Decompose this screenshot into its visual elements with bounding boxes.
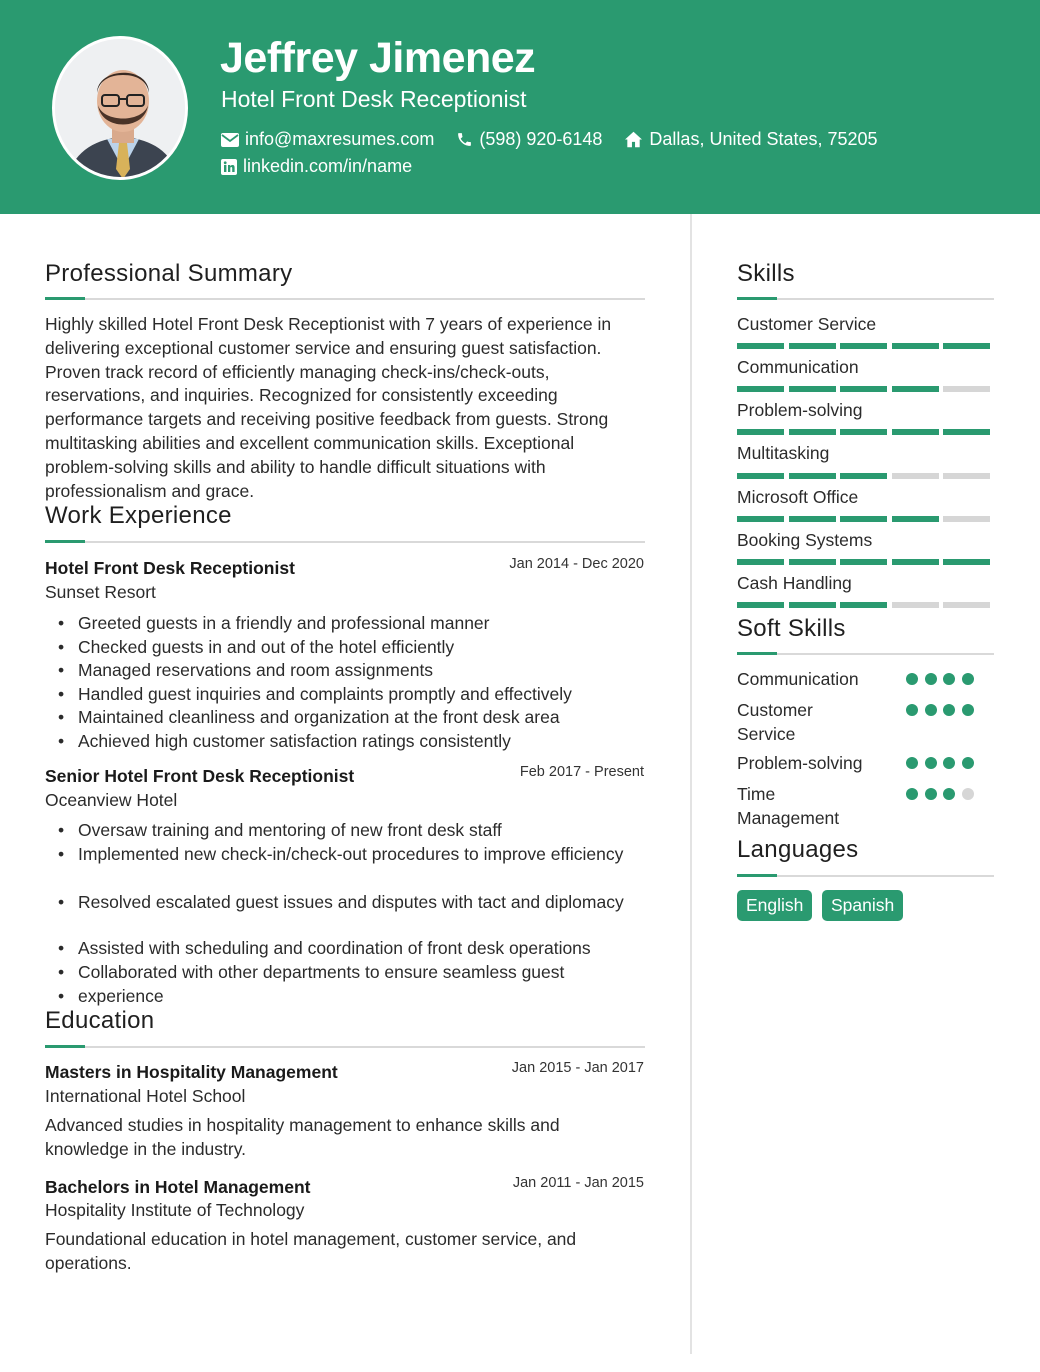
skill-name: Multitasking [737,443,830,463]
school-name: Hospitality Institute of Technology [45,1200,305,1220]
job-date: Jan 2014 - Dec 2020 [509,556,644,572]
contact-location [624,129,877,150]
skill-segment-filled [943,559,990,565]
rating-dot-filled [943,788,955,800]
rating-dot-filled [925,757,937,769]
skill-segment-filled [840,386,887,392]
skill-segment-filled [840,473,887,479]
rating-dot-filled [925,704,937,716]
skill-level-bar [737,429,993,435]
skill-segment-filled [789,343,836,349]
summary-line: multitasking abilities and excellent communication skills. Exceptional [45,432,575,453]
summary-text [45,313,665,503]
degree-date: Jan 2011 - Jan 2015 [512,1175,644,1191]
job-org: Oceanview Hotel [45,790,178,810]
experience-rule [45,541,645,543]
skill-segment-filled [737,386,784,392]
education-heading: Education [45,1007,155,1034]
linkedin-text: linkedin.com/in/name [243,156,413,176]
list-item: • Managed reservations and room assignments [46,659,656,683]
skill-segment-filled [840,343,887,349]
soft-skills-accent [737,652,777,655]
profile-photo [52,36,188,180]
rating-dot-filled [962,757,974,769]
school-name: International Hotel School [45,1086,246,1106]
skill-segment-filled [789,473,836,479]
degree-date: Jan 2015 - Jan 2017 [511,1060,644,1076]
skill-segment-filled [892,429,939,435]
soft-skill-name [737,751,862,775]
summary-line: Proven track record of efficiently managing check-ins/check-outs, [45,361,550,382]
skill-segment-filled [789,429,836,435]
degree-desc-line: knowledge in the industry. [45,1138,247,1159]
rating-dot-empty [962,788,974,800]
skill-name: Problem-solving [737,400,863,420]
contact-linkedin[interactable] [221,156,412,177]
soft-skill-name [737,782,839,830]
skill-name: Customer Service [737,314,877,334]
envelope-icon [221,133,239,147]
list-item: • Assisted with scheduling and coordination of front desk operations [46,937,656,961]
summary-heading: Professional Summary [45,260,293,287]
summary-line: delivering exceptional customer service and ensuring guest satisfaction. [45,337,602,358]
skill-segment-filled [789,386,836,392]
degree-description [45,1228,665,1276]
list-item: • Greeted guests in a friendly and professional manner [46,612,656,636]
degree-desc-line: Advanced studies in hospitality management to enhance skills and [45,1115,560,1135]
skill-segment-filled [789,602,836,608]
soft-skill-name [737,698,813,746]
languages-accent [737,874,777,877]
language-badge-english: English [737,890,812,921]
soft-skill-line: Communication [737,669,859,689]
skill-segment-empty [943,516,990,522]
job-title: Hotel Front Desk Receptionist [45,558,295,578]
skill-level-bar [737,386,993,392]
soft-skill-name [737,667,859,691]
skill-segment-filled [892,559,939,565]
skill-segment-filled [892,516,939,522]
rating-dot-filled [943,673,955,685]
soft-skills-heading: Soft Skills [737,615,846,642]
contact-row [221,129,900,150]
soft-skill-line: Service [737,724,796,744]
summary-line: professionalism and grace. [45,480,255,501]
language-badge-spanish: Spanish [822,890,903,921]
rating-dot-filled [943,704,955,716]
skill-segment-filled [840,602,887,608]
skill-name: Microsoft Office [737,487,859,507]
skill-segment-filled [789,516,836,522]
job-org: Sunset Resort [45,582,156,602]
email-text: info@maxresumes.com [245,129,435,149]
skill-level-bar [737,559,993,565]
job-date: Feb 2017 - Present [519,764,644,780]
skill-segment-filled [943,343,990,349]
degree-title: Masters in Hospitality Management [45,1062,338,1082]
skill-name: Cash Handling [737,573,852,593]
skill-segment-filled [892,386,939,392]
experience-heading: Work Experience [45,502,232,529]
summary-line: problem-solving skills and ability to handle difficult situations with [45,456,546,477]
education-rule [45,1046,645,1048]
rating-dot-filled [925,788,937,800]
skill-segment-filled [737,516,784,522]
languages-heading: Languages [737,836,859,863]
candidate-title: Hotel Front Desk Receptionist [221,86,527,112]
skill-segment-filled [737,559,784,565]
skill-name: Booking Systems [737,530,873,550]
home-icon [624,131,643,148]
rating-dot-filled [906,757,918,769]
skill-segment-empty [943,386,990,392]
resume-header [0,0,1040,214]
candidate-name: Jeffrey Jimenez [220,34,536,82]
skill-name: Communication [737,357,859,377]
skill-level-bar [737,343,993,349]
contact-phone[interactable] [456,129,602,150]
list-item: • Collaborated with other departments to ensure seamless guest [46,961,656,985]
skill-segment-filled [737,602,784,608]
list-item: • Achieved high customer satisfaction ratings consistently [46,730,656,754]
skill-segment-empty [943,602,990,608]
summary-line: performance targets and receiving positive feedback from guests. Strong [45,409,609,430]
phone-icon [456,131,473,148]
skill-level-bar [737,516,993,522]
summary-line: Highly skilled Hotel Front Desk Receptionist with 7 years of experience in [45,314,612,334]
job-title: Senior Hotel Front Desk Receptionist [45,766,355,786]
skill-segment-filled [840,559,887,565]
skill-segment-empty [892,473,939,479]
skills-heading: Skills [737,260,795,287]
job-bullets [46,612,656,754]
soft-skill-line: Customer [737,700,813,720]
skill-segment-filled [737,343,784,349]
location-text: Dallas, United States, 75205 [649,129,878,149]
education-accent [45,1045,85,1048]
summary-accent [45,297,85,300]
avatar-portrait [55,39,188,180]
skill-level-bar [737,602,993,608]
summary-rule [45,298,645,300]
degree-desc-line: operations. [45,1252,132,1273]
skill-segment-filled [840,429,887,435]
experience-accent [45,540,85,543]
list-item: • Oversaw training and mentoring of new front desk staff [46,819,656,843]
phone-text: (598) 920-6148 [479,129,603,149]
list-item: • Checked guests in and out of the hotel efficiently [46,636,656,660]
list-item: • Handled guest inquiries and complaints promptly and effectively [46,683,656,707]
list-item: • Maintained cleanliness and organization at the front desk area [46,706,656,730]
rating-dot-filled [943,757,955,769]
rating-dot-filled [962,704,974,716]
soft-skill-line: Problem-solving [737,753,863,773]
soft-skill-line: Management [737,808,840,828]
column-divider [690,214,692,1354]
rating-dot-filled [925,673,937,685]
rating-dot-filled [962,673,974,685]
skill-segment-filled [840,516,887,522]
rating-dot-filled [906,704,918,716]
rating-dot-filled [906,673,918,685]
skill-segment-filled [737,429,784,435]
soft-skill-line: Time [737,784,776,804]
linkedin-icon [221,159,237,175]
skill-level-bar [737,473,993,479]
skills-accent [737,297,777,300]
skill-segment-filled [789,559,836,565]
job-bullets [46,819,656,1009]
degree-title: Bachelors in Hotel Management [45,1177,311,1197]
degree-desc-line: Foundational education in hotel management, customer service, and [45,1229,577,1249]
skill-segment-empty [892,602,939,608]
degree-description [45,1114,665,1162]
skill-segment-empty [943,473,990,479]
skill-segment-filled [737,473,784,479]
list-item: • Implemented new check-in/check-out procedures to improve efficiency [46,843,656,867]
list-item: • Resolved escalated guest issues and disputes with tact and diplomacy [46,891,656,915]
summary-line: reservations, and inquiries. Recognized for consistently exceeding [45,385,558,406]
contact-email[interactable] [221,129,434,150]
skill-segment-filled [943,429,990,435]
list-item-continuation: • experience [46,985,656,1009]
rating-dot-filled [906,788,918,800]
skill-segment-filled [892,343,939,349]
